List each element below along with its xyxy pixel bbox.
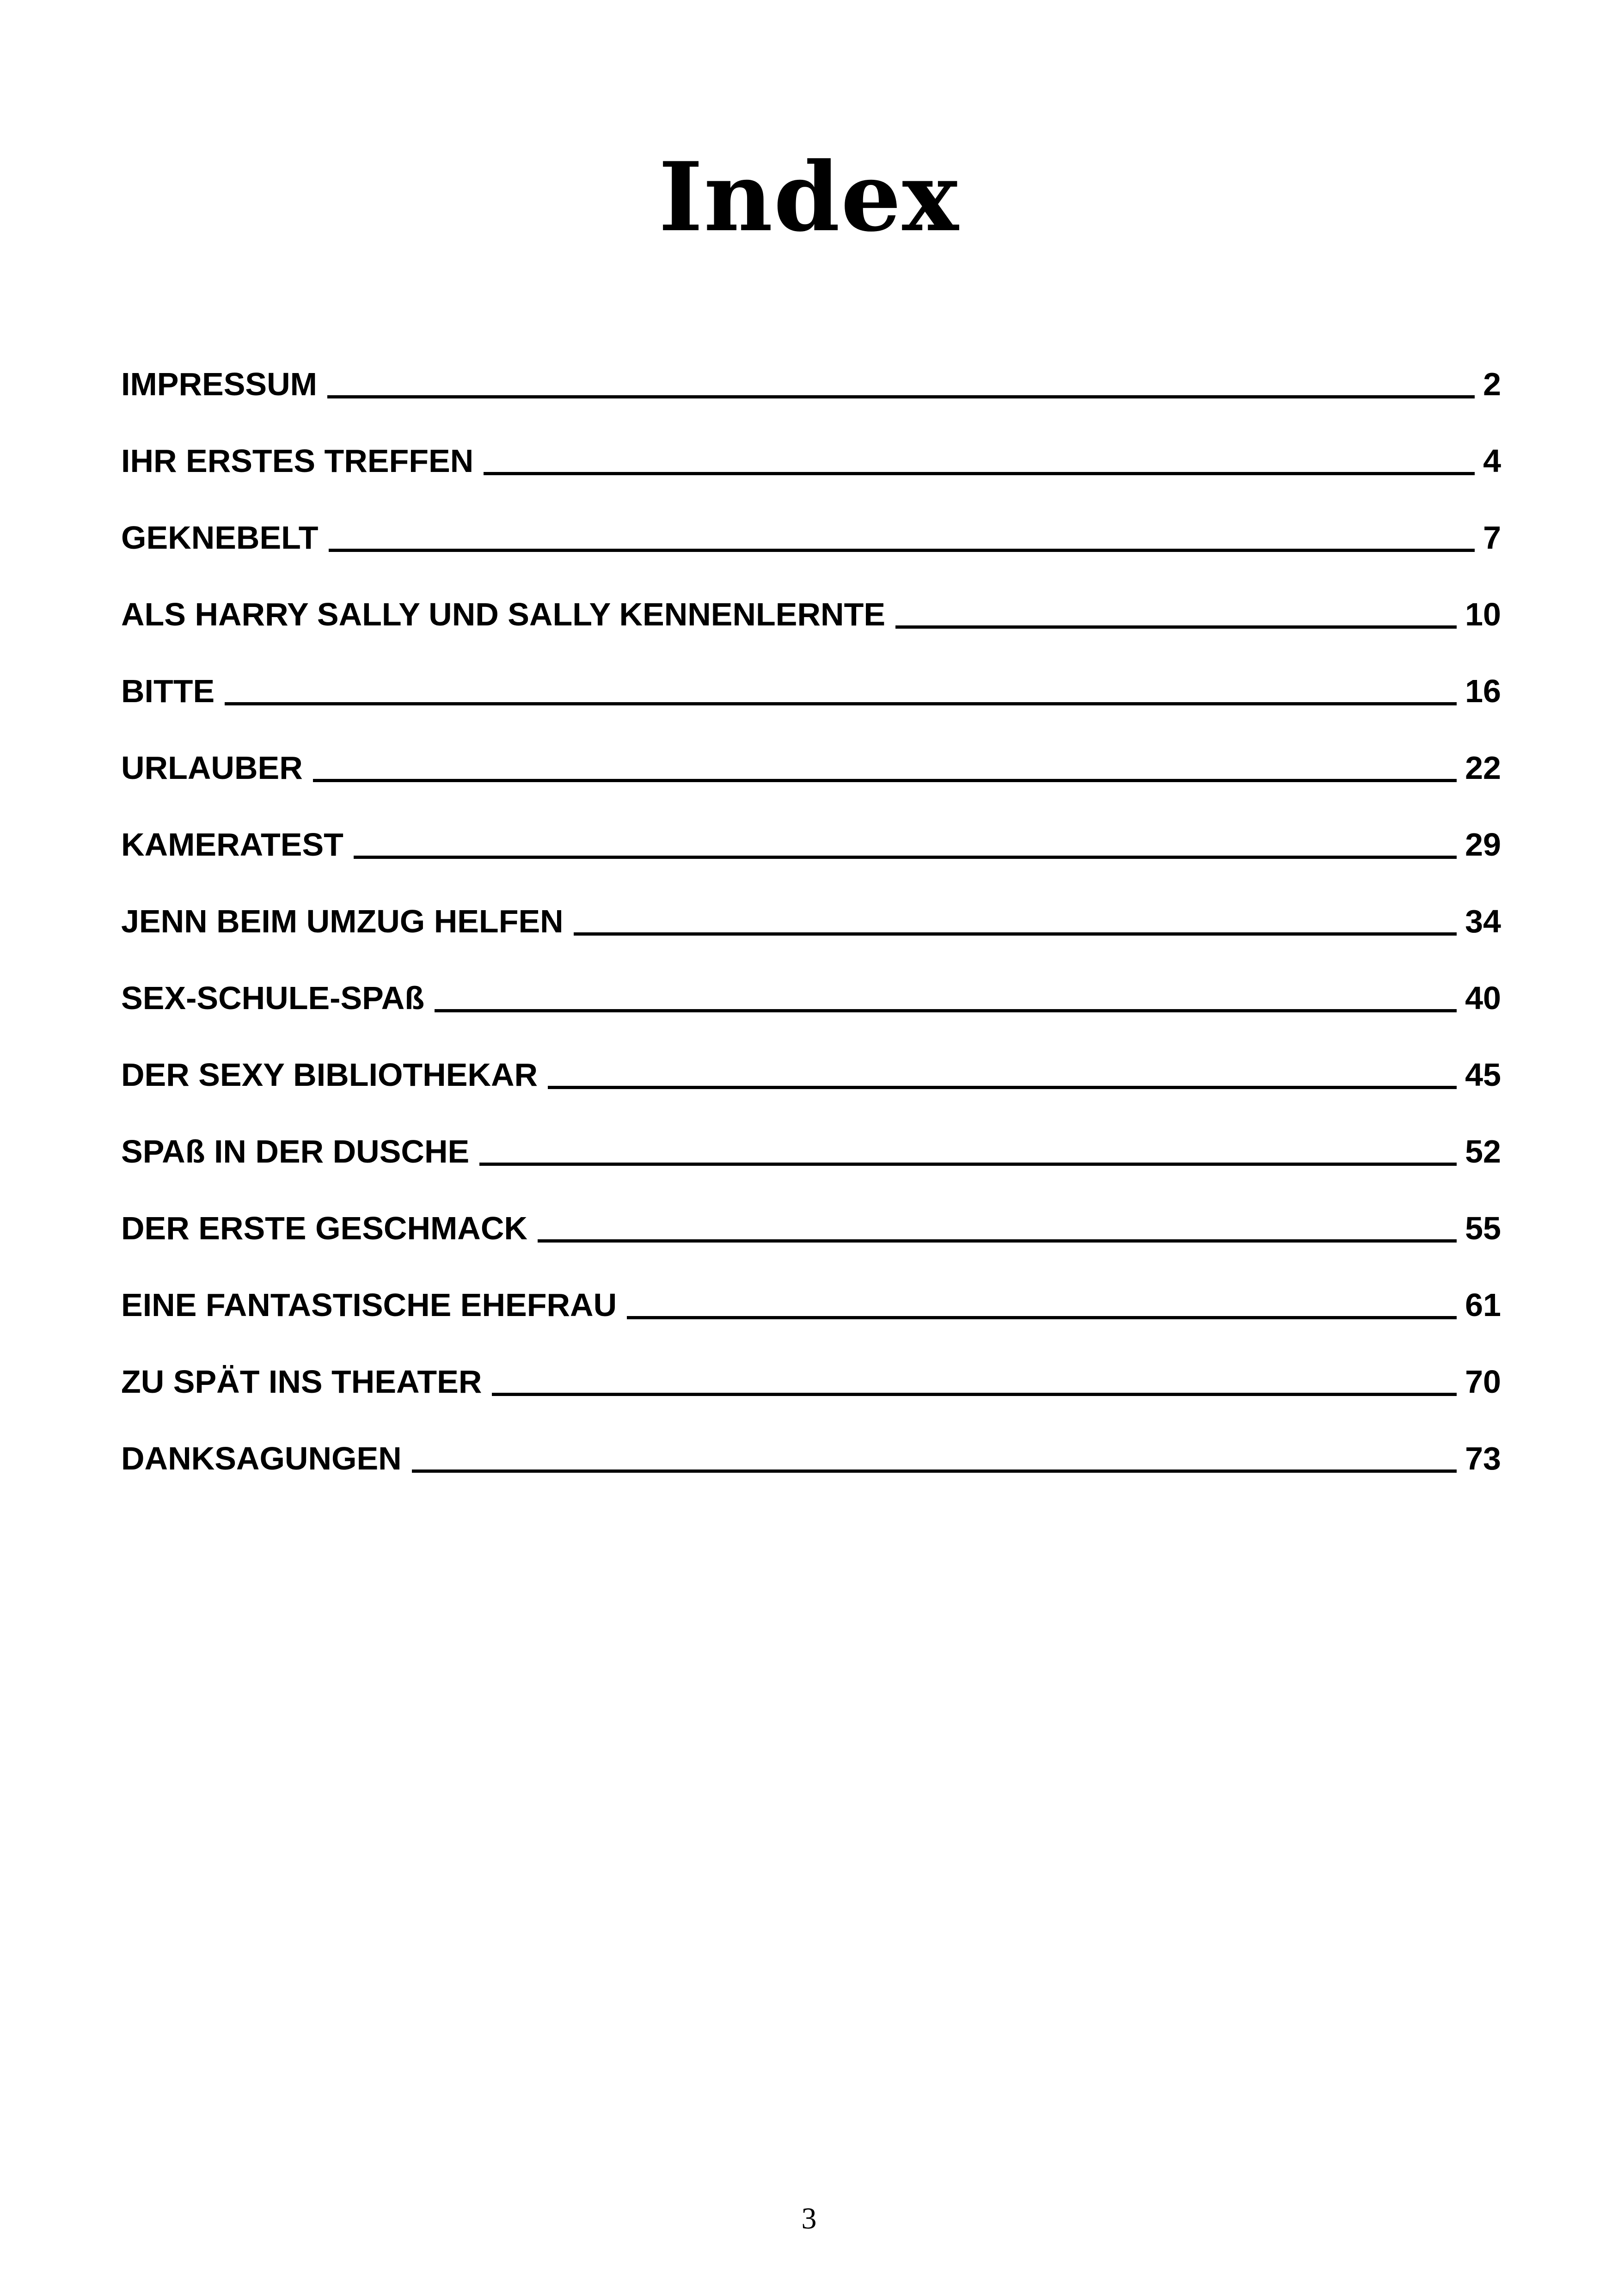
toc-entry-label: SEX-SCHULE-SPAß <box>121 980 424 1016</box>
toc-entry-label: DANKSAGUNGEN <box>121 1440 402 1476</box>
toc-entry-page: 22 <box>1465 750 1501 786</box>
toc-entry-label: ALS HARRY SALLY UND SALLY KENNENLERNTE <box>121 596 886 632</box>
toc-entry-page: 52 <box>1465 1133 1501 1169</box>
toc-entry-page: 70 <box>1465 1364 1501 1400</box>
toc-leader-line <box>627 1316 1457 1319</box>
toc-leader-line <box>895 625 1457 629</box>
toc-entry-label: IMPRESSUM <box>121 366 317 402</box>
toc-entry[interactable] <box>121 1172 1501 1249</box>
page-number: 3 <box>801 2202 817 2235</box>
toc-entry-label: KAMERATEST <box>121 827 343 863</box>
toc-entry-page: 61 <box>1465 1287 1501 1323</box>
toc-leader-line <box>484 472 1475 475</box>
toc-entry[interactable] <box>121 865 1501 942</box>
toc-leader-line <box>538 1239 1457 1243</box>
toc-leader-line <box>329 549 1475 552</box>
toc-entry-label: IHR ERSTES TREFFEN <box>121 443 474 479</box>
toc-entry-label: ZU SPÄT INS THEATER <box>121 1364 482 1400</box>
toc-entry-label: JENN BEIM UMZUG HELFEN <box>121 903 564 939</box>
toc-leader-line <box>479 1163 1457 1166</box>
toc-entry[interactable] <box>121 1249 1501 1326</box>
toc-entry-page: 4 <box>1483 443 1501 479</box>
toc-entry[interactable] <box>121 635 1501 712</box>
toc-entry[interactable] <box>121 482 1501 558</box>
toc-entry[interactable] <box>121 789 1501 865</box>
toc-leader-line <box>225 702 1457 705</box>
toc-entry-label: EINE FANTASTISCHE EHEFRAU <box>121 1287 617 1323</box>
toc-entry-page: 2 <box>1483 366 1501 402</box>
toc-entry[interactable] <box>121 1402 1501 1479</box>
toc-entry-label: GEKNEBELT <box>121 520 319 556</box>
toc-entry[interactable] <box>121 405 1501 482</box>
toc-entry-label: DER SEXY BIBLIOTHEKAR <box>121 1057 538 1093</box>
toc-entry-page: 40 <box>1465 980 1501 1016</box>
toc-entry[interactable] <box>121 942 1501 1019</box>
toc-entry-label: URLAUBER <box>121 750 303 786</box>
toc-entry[interactable] <box>121 328 1501 405</box>
toc-entry-page: 16 <box>1465 673 1501 709</box>
toc-leader-line <box>313 779 1457 782</box>
toc-entry-label: DER ERSTE GESCHMACK <box>121 1210 527 1246</box>
toc-entry-page: 10 <box>1465 596 1501 632</box>
toc-entry-page: 73 <box>1465 1440 1501 1476</box>
toc-entry-page: 29 <box>1465 827 1501 863</box>
toc-entry[interactable] <box>121 1019 1501 1096</box>
toc-entry-page: 7 <box>1483 520 1501 556</box>
toc-leader-line <box>574 932 1457 936</box>
toc-entry[interactable] <box>121 712 1501 789</box>
toc-leader-line <box>354 856 1457 859</box>
toc-leader-line <box>492 1393 1457 1396</box>
toc-entry[interactable] <box>121 1326 1501 1402</box>
toc-leader-line <box>548 1086 1457 1089</box>
toc-entry-page: 34 <box>1465 903 1501 939</box>
toc-entry-page: 55 <box>1465 1210 1501 1246</box>
toc-entry[interactable] <box>121 1096 1501 1172</box>
page-title: Index <box>658 142 960 253</box>
toc-entry-label: BITTE <box>121 673 215 709</box>
table-of-contents <box>121 328 1501 1479</box>
toc-entry[interactable] <box>121 558 1501 635</box>
toc-entry-page: 45 <box>1465 1057 1501 1093</box>
toc-leader-line <box>412 1469 1457 1473</box>
toc-leader-line <box>435 1009 1457 1012</box>
toc-entry-label: SPAß IN DER DUSCHE <box>121 1133 470 1169</box>
toc-leader-line <box>327 395 1475 398</box>
